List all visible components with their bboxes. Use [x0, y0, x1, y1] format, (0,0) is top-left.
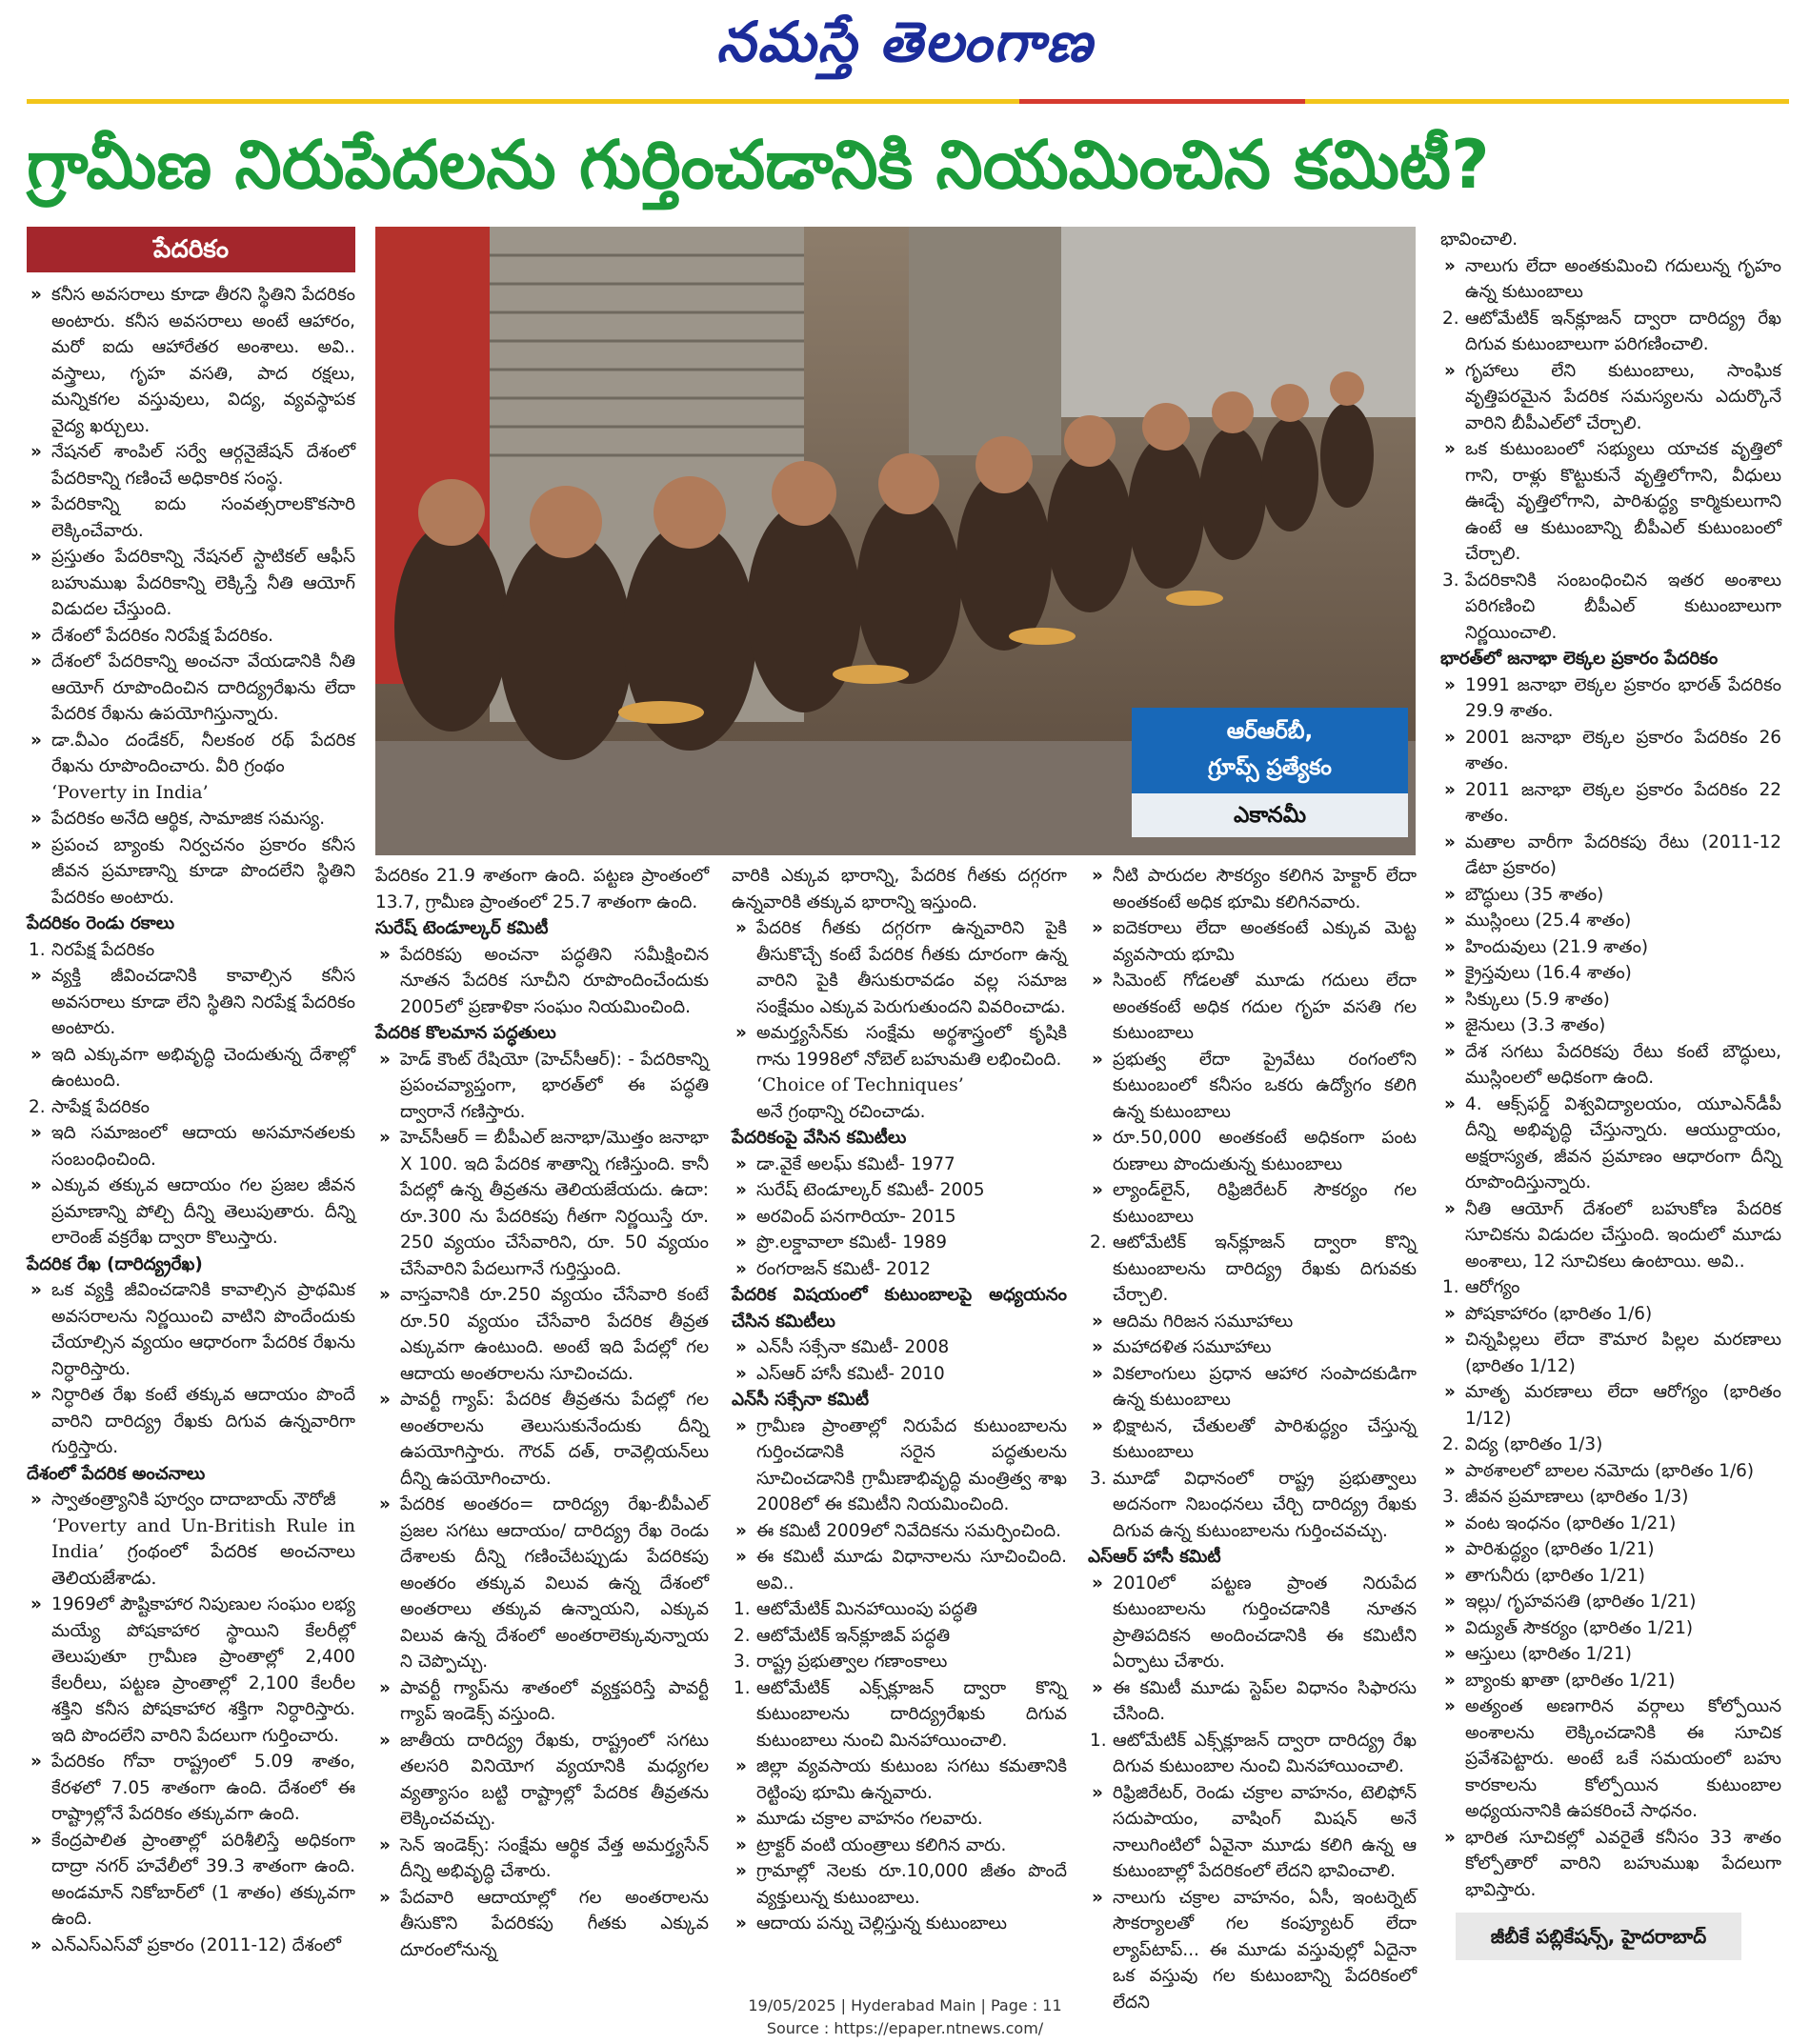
bullet-item — [732, 1544, 1067, 1596]
text: ‘Poverty and Un-British Rule in India’ గ్రంథంలో పేదరిక అంచనాలు తెలియజేశాడు. — [51, 1514, 355, 1589]
footer-date-edition: 19/05/2025 | Hyderabad Main | Page : 11 — [748, 1996, 1062, 2014]
text: భారిత సూచికల్లో ఎవరైతే కనీసం 33 శాతం కోల్పోతారో వారిని బహుముఖ పేదలుగా భావిస్తారు. — [1465, 1827, 1781, 1900]
bullet-item — [1088, 1125, 1417, 1177]
text: అరవింద్‌ పనగారియా- 2015 — [756, 1206, 956, 1227]
text: ‘Choice of Techniques’ — [756, 1074, 964, 1095]
numbered-item — [1440, 568, 1781, 647]
text: పేదరిక కొలమాన పద్ధతులు — [375, 1023, 556, 1043]
text: ప్రభుత్వ లేదా ప్రైవేటు రంగంలోని కుటుంబంలో కనీసం ఒకరు ఉద్యోగం కలిగి ఉన్న కుటుంబాలు — [1113, 1049, 1417, 1122]
item-number: 1. — [1442, 1277, 1459, 1297]
text: పేదరిక అంతరం= దారిద్య్ర రేఖ-బీపీఎల్‌ ప్రజల సగటు ఆదాయం/ దారిద్య్ర రేఖ రెండు దేశాలకు దీన్ని గణించేటప్పుడు పేదరికపు అంతరం తక్కువ విలువ ఉన్న దేశంలో అంతరాలు తక్కువ ఉన్నాయని, ఎక్కువ విలువ ఉన్న దేశంలో అంతరాలెక్కువున్నాయ ని చెప్పొచ్చు. — [400, 1494, 709, 1672]
text: జైనులు (3.3 శాతం) — [1465, 1015, 1606, 1035]
text: హెచ్‌సీఆర్‌ = బీపీఎల్‌ జనాభా/మొత్తం జనాభా X 100. ఇది పేదరిక శాతాన్ని గణిస్తుంది. కానీ పేదల్లో ఉన్న తీవ్రతను తెలియజేయదు. ఉదా: రూ.300 ను పేదరికపు గీతగా నిర్ణయిస్తే రూ. 250 వ్యయం చేసేవారిని, రూ. 50 వ్యయం చేసేవారిని పేదలుగానే గుర్తిస్తుంది. — [400, 1128, 709, 1279]
book-title — [27, 780, 355, 807]
bullet-item — [1440, 1012, 1781, 1039]
text: క్రైస్తవులు (16.4 శాతం) — [1465, 963, 1632, 983]
section-heading — [732, 1125, 1067, 1152]
bullet-item — [1440, 1641, 1781, 1668]
text: సురేష్‌ టెండూల్కర్‌ కమిటీ- 2005 — [756, 1180, 985, 1200]
bullet-item — [1088, 1571, 1417, 1675]
text: నాలుగు లేదా అంతకుమించి గదులున్న గృహం ఉన్న కుటుంబాలు — [1465, 255, 1781, 302]
text: మూడో విధానంలో రాష్ట్ర ప్రభుత్వాలు అదనంగా నిబంధనలు చేర్చి దారిద్య్ర రేఖకు దిగువ ఉన్న కుటుంబాలను గుర్తించవచ్చు. — [1113, 1468, 1417, 1541]
text: దేశంలో పేదరిక అంచనాలు — [27, 1463, 206, 1484]
bullet-item — [732, 1256, 1067, 1283]
caption-heading — [1132, 708, 1408, 793]
text: ఆటోమేటిక్‌ ఇన్‌క్లూజన్‌ ద్వారా కొన్ని కుటుంబాలను దారిద్య్ర రేఖకు దిగువకు చేర్చాలి. — [1113, 1232, 1417, 1305]
text: పారిశుద్ధ్యం (భారితం 1/21) — [1465, 1539, 1655, 1559]
bullet-item — [1440, 253, 1781, 306]
bullet-item — [1088, 968, 1417, 1047]
text: నిర్ధారిత రేఖ కంటే తక్కువ ఆదాయం పొందే వారిని దారిద్య్ర రేఖకు దిగువ ఉన్నవారిగా గుర్తిస్తారు. — [51, 1385, 355, 1457]
bullet-item — [732, 1204, 1067, 1231]
item-number: 3. — [734, 1652, 751, 1672]
numbered-item — [1088, 1230, 1417, 1309]
text: ఎన్‌ఎస్‌ఎస్‌వో ప్రకారం (2011-12) దేశంలో — [51, 1934, 341, 1955]
item-number: 2. — [1090, 1232, 1107, 1252]
bullet-item — [1440, 1301, 1781, 1328]
text: ఎక్కువ తక్కువ ఆదాయం గల ప్రజల జీవన ప్రమాణాన్ని పోల్చి దీన్ని తెలుపుతారు. దీన్ని లారెంజ్‌ వక్రరేఖ ద్వారా కొలుస్తారు. — [51, 1175, 355, 1248]
text: ప్రస్తుతం పేదరికాన్ని నేషనల్‌ స్టాటికల్‌ ఆఫీస్‌ బహుముఖ పేదరికాన్ని లెక్కిస్తే నీతి ఆయోగ్‌ విడుదల చేస్తుంది. — [51, 547, 355, 619]
bullet-item — [732, 1334, 1067, 1361]
text: మాతృ మరణాలు లేదా ఆరోగ్యం (భారితం 1/12) — [1465, 1382, 1781, 1429]
text: ఆదిమ గిరిజన సమూహాలు — [1113, 1311, 1294, 1332]
bullet-item — [732, 1230, 1067, 1256]
text: ఆటోమేటిక్‌ ఇన్‌క్లూజివ్‌ పద్ధతి — [756, 1625, 951, 1646]
text: సెన్‌ ఇండెక్స్‌: సంక్షేమ ఆర్థిక వేత్త అమర్త్యసేన్‌ దీన్ని అభివృద్ధి చేశారు. — [400, 1834, 709, 1881]
article-headline: గ్రామీణ నిరుపేదలను గుర్తించడానికి నియమించిన కమిటీ? — [27, 126, 1490, 204]
text: ఈ కమిటీ మూడు విధానాలను సూచించింది. అవి.. — [756, 1547, 1067, 1593]
text: నీతి ఆయోగ్‌ దేశంలో బహుకోణ పేదరిక సూచికను విడుదల చేస్తుంది. ఇందులో మూడు అంశాలు, 12 సూచికలు ఉంటాయి. అవి.. — [1465, 1198, 1781, 1272]
text: పేదరికానికి సంబంధించిన ఇతర అంశాలు పరిగణించి బీపీఎల్‌ కుటుంబాలుగా నిర్ణయించాలి. — [1465, 570, 1781, 643]
bullet-item — [27, 1933, 355, 1959]
article-byline: జీబీకే పబ్లికేషన్స్‌, హైదరాబాద్‌ — [1456, 1913, 1741, 1960]
bullet-item — [1088, 1361, 1417, 1413]
text: పావర్టీ గ్యాప్‌: పేదరిక తీవ్రతను పేదల్లో గల అంతరాలను తెలుసుకునేందుకు దీన్ని ఉపయోగిస్తారు. గౌరవ్‌ దత్‌, రావెల్లియన్‌లు దీన్ని ఉపయోగించారు. — [400, 1390, 709, 1489]
bullet-item — [27, 649, 355, 728]
book-title — [732, 1072, 1067, 1099]
bullet-item — [1440, 672, 1781, 725]
bullet-item — [1440, 1693, 1781, 1825]
bullet-item — [1440, 1589, 1781, 1615]
page-footer — [0, 1994, 1810, 2040]
section-heading — [375, 1020, 709, 1047]
paragraph — [732, 863, 1067, 915]
bullet-item — [27, 623, 355, 650]
bullet-item — [732, 1858, 1067, 1911]
bullet-item — [1440, 436, 1781, 568]
caption-section: ఎకానమీ — [1132, 793, 1408, 837]
bullet-item — [27, 963, 355, 1042]
text: డా.వైకే అలఘ్‌ కమిటీ- 1977 — [756, 1153, 955, 1174]
bullet-item — [732, 1413, 1067, 1518]
bullet-item — [27, 806, 355, 832]
text: రాష్ట్ర ప్రభుత్వాల గణాంకాలు — [756, 1652, 948, 1672]
bullet-item — [1440, 1511, 1781, 1537]
text: జిల్లా వ్యవసాయ కుటుంబ సగటు కమతానికి రెట్టింపు భూమి ఉన్నవారు. — [756, 1756, 1067, 1803]
text: 2011 జనాభా లెక్కల ప్రకారం పేదరికం 22 శాతం. — [1465, 779, 1781, 826]
bullet-item — [375, 942, 709, 1021]
masthead-logo: నమస్తే తెలంగాణ — [716, 10, 1094, 74]
bullet-item — [1088, 1675, 1417, 1728]
bullet-item — [1440, 1615, 1781, 1642]
text: పేదరికపు అంచనా పద్ధతిని సమీక్షించిన నూతన పేదరిక సూచీని రూపొందించేందుకు 2005లో ప్రణాళికా సంఘం నియమించింది. — [400, 944, 709, 1017]
masthead — [0, 10, 1810, 95]
bullet-item — [1440, 830, 1781, 882]
text: డా.వీఎం దండేకర్‌, నీలకంఠ రథ్‌ పేదరిక రేఖను రూపొందించారు. వీరి గ్రంథం — [51, 730, 355, 776]
text: పేదరిక రేఖ (దారిద్య్రరేఖ) — [27, 1253, 203, 1274]
bullet-item — [375, 1125, 709, 1282]
masthead-rule-accent — [1019, 99, 1305, 104]
text: రంగరాజన్‌ కమిటీ- 2012 — [756, 1258, 931, 1279]
text: పేదవారి ఆదాయాల్లో గల అంతరాలను తీసుకొని పేదరికపు గీతకు ఎక్కువ దూరంలోనున్న — [400, 1887, 709, 1960]
text: మూడు చక్రాల వాహనం గలవారు. — [756, 1809, 983, 1829]
bullet-item — [1440, 1196, 1781, 1275]
text: రిఫ్రిజిరేటర్‌, రెండు చక్రాల వాహనం, టెలిఫోన్‌ సదుపాయం, వాషింగ్‌ మిషన్‌ అనే నాలుగింటిలో ఏవైనా మూడు కలిగి ఉన్న ఆ కుటుంబాల్లో పేదరికంలో లేదని భావించాలి. — [1113, 1782, 1417, 1881]
text: ల్యాండ్‌లైన్‌, రిఫ్రిజిరేటర్‌ సౌకర్యం గల కుటుంబాలు — [1113, 1180, 1417, 1227]
text: ‘Poverty in India’ — [51, 781, 209, 803]
text: భారత్‌లో జనాభా లెక్కల ప్రకారం పేదరికం — [1440, 649, 1719, 669]
bullet-item — [1440, 934, 1781, 961]
text: అనే గ్రంథాన్ని రచించాడు. — [756, 1101, 926, 1122]
text: గ్రామీణ ప్రాంతాల్లో నిరుపేద కుటుంబాలను గుర్తించడానికి సరైన పద్ధతులను సూచించడానికి గ్రామీణాభివృద్ధి మంత్రిత్వ శాఖ 2008లో ఈ కమిటీని నియమించింది. — [756, 1415, 1067, 1514]
numbered-item — [1440, 1432, 1781, 1458]
text: జాతీయ దారిద్య్ర రేఖకు, రాష్ట్రంలో సగటు తలసరి వినియోగ వ్యయానికి మధ్యగల వ్యత్యాసం బట్టి రాష్ట్రాల్లో పేదరిక తీవ్రతను లెక్కించవచ్చు. — [400, 1730, 709, 1829]
bullet-item — [1088, 1309, 1417, 1335]
section-heading — [27, 1252, 355, 1278]
text: ఎస్‌ఆర్‌ హాసీ కమిటీ- 2010 — [756, 1363, 945, 1384]
numbered-item — [1088, 1728, 1417, 1780]
text: చిన్నపిల్లలు లేదా కౌమార పిల్లల మరణాలు (భారితం 1/12) — [1465, 1330, 1781, 1376]
text: ఆదాయ పన్ను చెల్లిస్తున్న కుటుంబాలు — [756, 1914, 1007, 1934]
bullet-item — [1088, 915, 1417, 968]
text: 1969లో పౌష్టికాహార నిపుణుల సంఘం లభ్య మయ్యే పోషకాహార స్థాయిని కేలరీల్లో తెలుపుతూ గ్రామీణ ప్రాంతాల్లో 2,400 కేలరీలు, పట్టణ ప్రాంతాల్లో 2,100 కేలరీల శక్తిని కనీస పోషకాహార శక్తిగా నిర్ధారిస్తారు. ఇది పొందలేని వారిని పేదలుగా గుర్తించారు. — [51, 1594, 355, 1746]
bullet-item — [732, 1177, 1067, 1204]
text: పేదరికాన్ని ఐదు సంవత్సరాలకొకసారి లెక్కించేవారు. — [51, 494, 355, 541]
item-number: 3. — [1090, 1468, 1107, 1489]
bullet-item — [1440, 1825, 1781, 1904]
text: అత్యంత అణగారిన వర్గాలు కోల్పోయిన అంశాలను లెక్కించడానికి ఈ సూచిక ప్రవేశపెట్టారు. అంటే ఒకే సమయంలో బహు కారకాలను కోల్పోయిన కుటుంబాల అధ్యయనానికి ఉపకరించే సాధనం. — [1465, 1696, 1781, 1821]
numbered-item — [1088, 1466, 1417, 1545]
text: ఇది ఎక్కువగా అభివృద్ధి చెందుతున్న దేశాల్లో ఉంటుంది. — [51, 1044, 355, 1091]
bullet-item — [27, 1120, 355, 1172]
item-number: 2. — [29, 1096, 46, 1117]
text: ఐదెకరాలు లేదా అంతకంటే ఎక్కువ మెట్ట వ్యవసాయ భూమి — [1113, 918, 1417, 965]
bullet-item — [732, 1833, 1067, 1859]
text: వారికి ఎక్కువ భారాన్ని, పేదరిక గీతకు దగ్గరగా ఉన్నవారికి తక్కువ భారాన్ని ఇస్తుంది. — [732, 866, 1067, 912]
text: పేదరికం 21.9 శాతంగా ఉంది. పట్టణ ప్రాంతంలో 13.7, గ్రామీణ ప్రాంతంలో 25.7 శాతంగా ఉంది. — [375, 866, 709, 912]
bullet-item — [1440, 987, 1781, 1013]
article-column-2 — [375, 863, 709, 1958]
bullet-item — [27, 1749, 355, 1828]
text: సురేష్‌ టెండూల్కర్‌ కమిటీ — [375, 918, 549, 938]
article-column-5 — [1440, 227, 1781, 1908]
text: దేశ సగటు పేదరికపు రేటు కంటే బౌద్ధులు, ముస్లింలలో అధికంగా ఉంది. — [1465, 1041, 1781, 1088]
text: పోషకాహారం (భారితం 1/6) — [1465, 1303, 1653, 1324]
text: ఆటోమేటిక్‌ ఎక్స్‌క్లూజన్‌ ద్వారా కొన్ని కుటుంబాలను దారిద్య్రరేఖకు దిగువ కుటుంబాలు నుంచి మినహాయించాలి. — [756, 1677, 1067, 1751]
text: విద్య (భారితం 1/3) — [1465, 1434, 1603, 1454]
text: ప్రొ.లక్డావాలా కమిటీ- 1989 — [756, 1232, 947, 1252]
bullet-item — [1088, 1334, 1417, 1361]
text: వికలాంగులు ప్రధాన ఆహార సంపాదకుడిగా ఉన్న కుటుంబాలు — [1113, 1363, 1417, 1410]
masthead-rule — [27, 99, 1789, 104]
bullet-item — [1440, 908, 1781, 934]
text: వాస్తవానికి రూ.250 వ్యయం చేసేవారి కంటే రూ.50 వ్యయం చేసేవారి పేదరిక తీవ్రత ఎక్కువగా ఉంటుంది. అంటే ఇది పేదల్లో గల ఆదాయ అంతరాలను సూచించదు. — [400, 1285, 709, 1384]
bullet-item — [1440, 1039, 1781, 1092]
text: మతాల వారీగా పేదరికపు రేటు (2011-12 డేటా ప్రకారం) — [1465, 832, 1781, 878]
text: పావర్టీ గ్యాప్‌ను శాతంలో వ్యక్తపరిస్తే పావర్టీ గ్యాప్‌ ఇండెక్స్‌ వస్తుంది. — [400, 1677, 709, 1724]
text: 1991 జనాభా లెక్కల ప్రకారం భారత్‌ పేదరికం 29.9 శాతం. — [1465, 674, 1781, 721]
text: దేశంలో పేదరికాన్ని అంచనా వేయడానికి నీతి ఆయోగ్‌ రూపొందించిన దారిద్య్రరేఖను లేదా పేదరిక రేఖను ఉపయోగిస్తున్నారు. — [51, 651, 355, 724]
text: 2001 జనాభా లెక్కల ప్రకారం పేదరికం 26 శాతం. — [1465, 727, 1781, 773]
paragraph — [375, 863, 709, 915]
text: ఎన్‌సీ సక్సేనా కమిటీ — [732, 1390, 870, 1410]
bullet-item — [375, 1833, 709, 1885]
item-number: 1. — [734, 1599, 751, 1619]
item-number: 2. — [1442, 1434, 1459, 1454]
bullet-item — [27, 544, 355, 623]
text: ఆటోమేటిక్‌ ఇన్‌క్లూజన్‌ ద్వారా దారిద్య్ర రేఖ దిగువ కుటుంబాలుగా పరిగణించాలి. — [1465, 308, 1781, 354]
text: గ్రామాల్లో నెలకు రూ.10,000 జీతం పొందే వ్యక్తులున్న కుటుంబాలు. — [756, 1861, 1067, 1908]
text: గృహాలు లేని కుటుంబాలు, సాంఘిక వృత్తిపరమైన పేదరిక సమస్యలను ఎదుర్కొనే వారిని బీపీఎల్‌లో చేర్చాలి. — [1465, 360, 1781, 433]
text: భిక్షాటన, చేతులతో పారిశుద్ధ్యం చేస్తున్న కుటుంబాలు — [1113, 1415, 1417, 1462]
bullet-item — [375, 1885, 709, 1964]
item-number: 1. — [29, 939, 46, 960]
bullet-item — [375, 1282, 709, 1387]
bullet-item — [1088, 863, 1417, 915]
text: ఎన్‌సీ సక్సేనా కమిటీ- 2008 — [756, 1337, 950, 1357]
numbered-item — [732, 1623, 1067, 1650]
text: వంట ఇంధనం (భారితం 1/21) — [1465, 1513, 1677, 1533]
bullet-item — [1440, 1563, 1781, 1590]
text: ఇది సమాజంలో ఆదాయ అసమానతలకు సంబంధించింది. — [51, 1123, 355, 1170]
bullet-item — [1088, 1047, 1417, 1126]
bullet-item — [732, 1020, 1067, 1072]
bullet-item — [1440, 1668, 1781, 1694]
section-heading — [27, 911, 355, 937]
paragraph — [732, 1099, 1067, 1126]
bullet-item — [732, 1152, 1067, 1178]
text: విద్యుత్‌ సౌకర్యం (భారితం 1/21) — [1465, 1617, 1694, 1638]
section-heading — [27, 1461, 355, 1488]
photo-caption-box — [1132, 708, 1408, 839]
text: ఆటోమేటిక్‌ మినహాయింపు పద్ధతి — [756, 1599, 977, 1619]
bullet-item — [1440, 1458, 1781, 1485]
item-number: 2. — [1442, 308, 1459, 329]
bullet-item — [732, 1806, 1067, 1833]
text: ట్రాక్టర్‌ వంటి యంత్రాలు కలిగిన వారు. — [756, 1834, 1007, 1855]
bullet-item — [27, 1382, 355, 1461]
text: బౌద్ధులు (35 శాతం) — [1465, 884, 1604, 905]
bullet-item — [375, 1675, 709, 1728]
text: ఎస్‌ఆర్‌ హాసీ కమిటీ — [1088, 1547, 1221, 1567]
bullet-item — [1440, 358, 1781, 437]
text: పేదరికం అనేది ఆర్థిక, సామాజిక సమస్య. — [51, 809, 326, 829]
item-number: 3. — [1442, 1487, 1459, 1507]
text: రూ.50,000 అంతకంటే అధికంగా పంట రుణాలు పొందుతున్న కుటుంబాలు — [1113, 1128, 1417, 1174]
text: మహాదళిత సమూహాలు — [1113, 1337, 1272, 1357]
bullet-item — [1440, 1536, 1781, 1563]
numbered-item — [732, 1649, 1067, 1675]
text: తాగునీరు (భారితం 1/21) — [1465, 1565, 1645, 1586]
section-heading — [1088, 1544, 1417, 1571]
bullet-item — [27, 1592, 355, 1749]
text: భావించాలి. — [1440, 230, 1518, 250]
numbered-item — [1440, 1484, 1781, 1511]
bullet-item — [732, 915, 1067, 1020]
text: ఇల్లు/ గృహవసతి (భారితం 1/21) — [1465, 1592, 1697, 1612]
text: సిక్కులు (5.9 శాతం) — [1465, 989, 1610, 1010]
item-number: 3. — [1442, 570, 1459, 591]
bullet-item — [27, 832, 355, 912]
bullet-item — [1440, 1327, 1781, 1379]
section-heading — [732, 1387, 1067, 1413]
text: నాలుగు చక్రాల వాహనం, ఏసీ, ఇంటర్నెట్‌ సౌకర్యాలతో గల కంప్యూటర్‌ లేదా ల్యాప్‌టాప్‌... ఈ మూడు వస్తువుల్లో ఏదైనా ఒక వస్తువు గల కుటుంబాన్ని పేదరికంలో లేదని — [1113, 1887, 1417, 2013]
bullet-item — [732, 1361, 1067, 1388]
text: నిరపేక్ష పేదరికం — [51, 939, 155, 960]
text: నీటి పారుదల సౌకర్యం కలిగిన హెక్టార్‌ లేదా అంతకంటే అధిక భూమి కలిగినవారు. — [1113, 866, 1417, 912]
bullet-item — [1440, 1379, 1781, 1432]
text: ఒక కుటుంబంలో సభ్యులు యాచక వృత్తిలో గాని, రాళ్లు కొట్టుకునే వృత్తిలోగాని, వీధులు ఊడ్చే వృత్తిలోగాని, పారిశుద్ధ్య కార్మికులుగాని ఉంటే ఆ కుటుంబాన్ని బీపీఎల్‌ కుటుంబంలో చేర్చాలి. — [1465, 439, 1781, 564]
book-title — [27, 1513, 355, 1593]
bullet-item — [27, 1487, 355, 1513]
bullet-item — [732, 1518, 1067, 1545]
bullet-item — [1440, 960, 1781, 987]
numbered-item — [1440, 1274, 1781, 1301]
text: ముస్లింలు (25.4 శాతం) — [1465, 911, 1632, 931]
bullet-item — [27, 439, 355, 491]
numbered-item — [732, 1675, 1067, 1754]
bullet-item — [27, 1828, 355, 1933]
numbered-item — [1440, 306, 1781, 358]
section-heading — [1440, 646, 1781, 672]
text: పేదరిక గీతకు దగ్గరగా ఉన్నవారిని పైకి తీసుకొచ్చే కంటే పేదరిక గీతకు దూరంగా ఉన్న వారిని పైకి తీసుకురావడం వల్ల సమాజ సంక్షేమం ఎక్కువ పెరుగుతుందని వివరించాడు. — [756, 918, 1067, 1017]
bullet-item — [27, 1277, 355, 1382]
footer-source: Source : https://epaper.ntnews.com/ — [766, 2019, 1044, 2037]
text: నేషనల్‌ శాంపిల్‌ సర్వే ఆర్గనైజేషన్‌ దేశంలో పేదరికాన్ని గణించే అధికారిక సంస్థ. — [51, 442, 355, 489]
bullet-item — [375, 1728, 709, 1833]
text: పాఠశాలలో బాలల నమోదు (భారితం 1/6) — [1465, 1460, 1755, 1481]
bullet-item — [27, 282, 355, 439]
text: అమర్త్యసేన్‌కు సంక్షేమ అర్థశాస్త్రంలో కృషికి గాను 1998లో నోబెల్‌ బహుమతి లభించింది. — [756, 1023, 1067, 1070]
caption-line-2: గ్రూప్స్‌ ప్రత్యేకం — [1208, 755, 1332, 780]
section-heading — [375, 915, 709, 942]
numbered-item — [732, 1596, 1067, 1623]
numbered-item — [27, 1094, 355, 1121]
text: హెడ్‌ కౌంట్‌ రేషియో (హెచ్‌సీఆర్‌): - పేదరికాన్ని ప్రపంచవ్యాప్తంగా, భారత్‌లో ఈ పద్ధతి ద్వారానే గణిస్తారు. — [400, 1049, 709, 1122]
text: ఒక వ్యక్తి జీవించడానికి కావాల్సిన ప్రాథమిక అవసరాలను నిర్ణయించి వాటిని పొందేందుకు చేయాల్సిన వ్యయం ఆధారంగా పేదరిక రేఖను నిర్ధారిస్తారు. — [51, 1280, 355, 1379]
text: సిమెంట్‌ గోడలతో మూడు గదులు లేదా అంతకంటే అధిక గదుల గృహ వసతి గల కుటుంబాలు — [1113, 971, 1417, 1043]
text: పేదరికంపై వేసిన కమిటీలు — [732, 1128, 907, 1148]
bullet-item — [27, 1172, 355, 1252]
text: దేశంలో పేదరికం నిరపేక్ష పేదరికం. — [51, 625, 274, 646]
text: 4. ఆక్స్‌ఫర్డ్‌ విశ్వవిద్యాలయం, యూఎన్‌డీపీ దీన్ని అభివృద్ధి చేస్తున్నారు. ఆయుర్దాయం, అక్షరాస్యత, జీవన ప్రమాణం ఆధారంగా దీన్ని రూపొందిస్తున్నారు. — [1465, 1093, 1781, 1192]
paragraph — [1440, 227, 1781, 253]
text: ఈ కమిటీ 2009లో నివేదికను సమర్పించింది. — [756, 1520, 1061, 1541]
text: కనీస అవసరాలు కూడా తీరని స్థితిని పేదరికం అంటారు. కనీస అవసరాలు అంటే ఆహారం, మరో ఐదు ఆహారేతర అంశాలు. అవి.. వస్త్రాలు, గృహ వసతి, పాద రక్షలు, మన్నికగల వస్తువులు, విద్య, వ్యవస్థాపక వైద్య ఖర్చులు. — [51, 285, 355, 436]
topic-label: పేదరికం — [27, 227, 355, 272]
text: పేదరికం గోవా రాష్ట్రంలో 5.09 శాతం, కేరళలో 7.05 శాతంగా ఉంది. దేశంలో ఈ రాష్ట్రాల్లోనే పేదరికం తక్కువగా ఉంది. — [51, 1752, 355, 1824]
bullet-item — [1088, 1780, 1417, 1885]
text: స్వాతంత్ర్యానికి పూర్వం దాదాబాయ్‌ నౌరోజీ — [51, 1490, 336, 1510]
caption-line-1: ఆర్ఆర్‌బీ, — [1226, 719, 1314, 744]
text: హిందువులు (21.9 శాతం) — [1465, 936, 1649, 957]
bullet-item — [1088, 1413, 1417, 1466]
text: కేంద్రపాలిత ప్రాంతాల్లో పరిశీలిస్తే అధికంగా దాద్రా నగర్‌ హవేలీలో 39.3 శాతంగా ఉంది. అండమాన్‌ నికోబార్‌లో (1 శాతం) తక్కువగా ఉంది. — [51, 1830, 355, 1929]
numbered-item — [27, 937, 355, 964]
bullet-item — [27, 1042, 355, 1094]
text: 2010లో పట్టణ ప్రాంత నిరుపేద కుటుంబాలను గుర్తించడానికి నూతన ప్రాతిపదికన అందించడానికి ఈ కమిటీని ఏర్పాటు చేశారు. — [1113, 1573, 1417, 1672]
item-number: 1. — [734, 1677, 751, 1698]
text: ఈ కమిటీ మూడు స్టెప్‌ల విధానం సిఫారసు చేసింది. — [1113, 1677, 1417, 1724]
text: వ్యక్తి జీవించడానికి కావాల్సిన కనీస అవసరాలు కూడా లేని స్థితిని నిరపేక్ష పేదరికం అంటారు. — [51, 966, 355, 1038]
bullet-item — [1440, 777, 1781, 830]
bullet-item — [27, 728, 355, 780]
text: ఆరోగ్యం — [1465, 1277, 1520, 1297]
bullet-item — [27, 491, 355, 544]
bullet-item — [1440, 1092, 1781, 1196]
text: జీవన ప్రమాణాలు (భారితం 1/3) — [1465, 1487, 1689, 1507]
bullet-item — [1088, 1177, 1417, 1230]
text: పేదరిక విషయంలో కుటుంబాలపై అధ్యయనం చేసిన కమిటీలు — [732, 1285, 1067, 1332]
bullet-item — [375, 1387, 709, 1492]
text: ఆస్తులు (భారితం 1/21) — [1465, 1644, 1632, 1664]
bullet-item — [732, 1753, 1067, 1806]
article-column-3 — [732, 863, 1067, 1958]
bullet-item — [375, 1047, 709, 1126]
bullet-item — [375, 1492, 709, 1675]
item-number: 1. — [1090, 1730, 1107, 1751]
article-column-4 — [1088, 863, 1417, 2013]
text: బ్యాంకు ఖాతా (భారితం 1/21) — [1465, 1670, 1676, 1691]
bullet-item — [1440, 725, 1781, 777]
text: ప్రపంచ బ్యాంకు నిర్వచనం ప్రకారం కనీస జీవన ప్రమాణాన్ని కూడా పొందలేని స్థితిని పేదరికం అంటారు. — [51, 834, 355, 908]
section-heading — [732, 1282, 1067, 1334]
article-column-1 — [27, 282, 355, 1958]
bullet-item — [1440, 882, 1781, 909]
text: సాపేక్ష పేదరికం — [51, 1096, 150, 1117]
bullet-item — [732, 1911, 1067, 1937]
item-number: 2. — [734, 1625, 751, 1646]
text: పేదరికం రెండు రకాలు — [27, 913, 175, 933]
text: ఆటోమేటిక్‌ ఎక్స్‌క్లూజన్‌ ద్వారా దారిద్య్ర రేఖ దిగువ కుటుంబాల నుంచి మినహాయించాలి. — [1113, 1730, 1417, 1776]
